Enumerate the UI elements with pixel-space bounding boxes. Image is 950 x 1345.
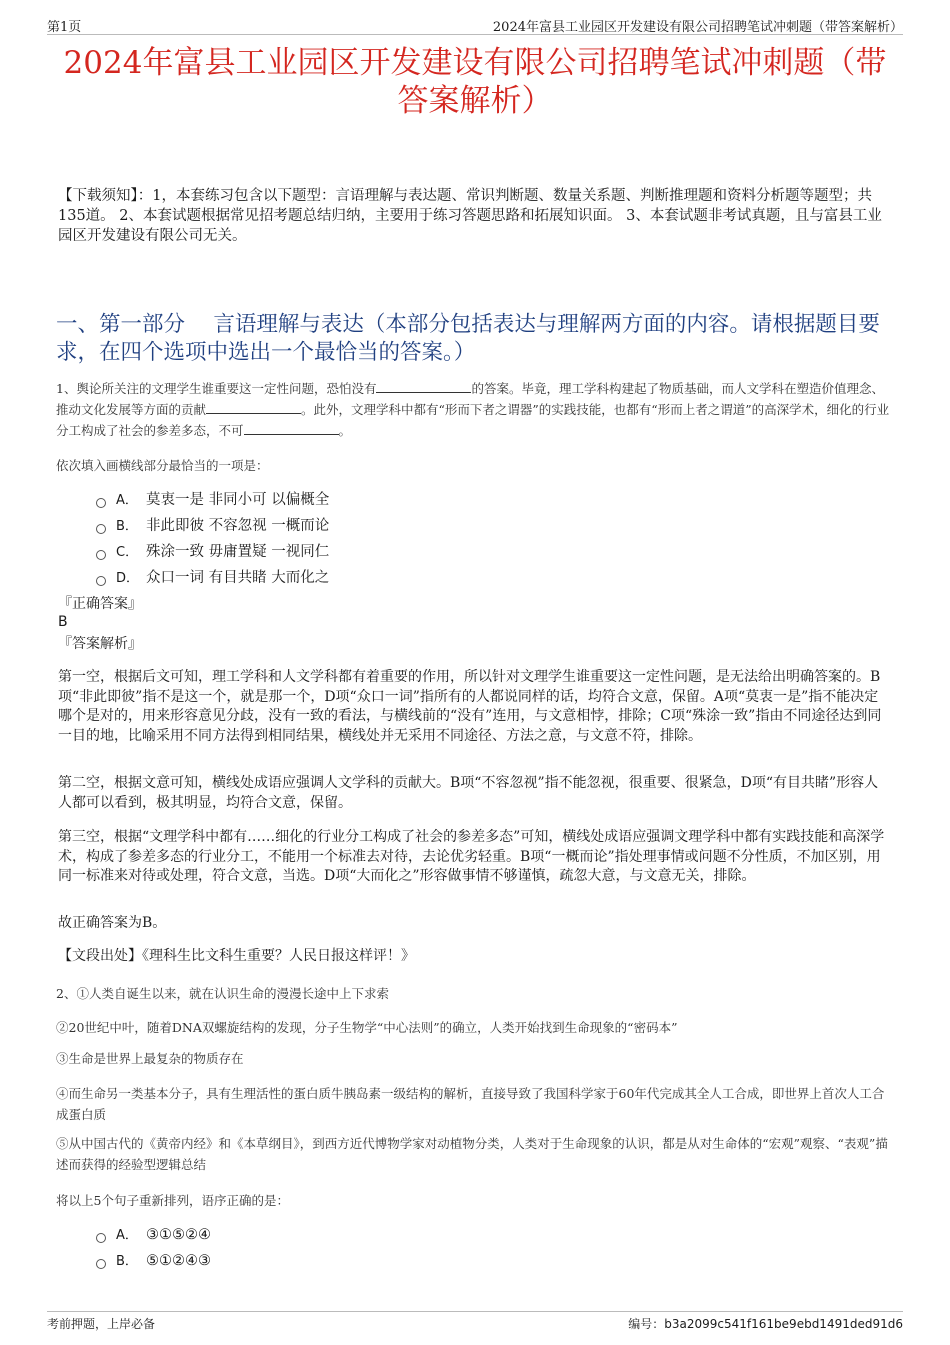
question-1-stem: 1、舆论所关注的文理学生谁重要这一定性问题，恐怕没有 的答案。毕竟，理工学科构建起了物质基础，而人文学科在塑造价值理念、推动文化发展等方面的贡献 。此外，文理学科中都有“形而下者之谓器”的实践技能，也都有“形而上者之谓道”的高深学术，细化的行业分工构成了社会的参差多态，不可 。	[56, 381, 890, 438]
q2-sentence-5: ⑤从中国古代的《黄帝内经》和《本草纲目》，到西方近代博物学家对动植物分类，人类对于生命现象的认识，都是从对生命体的“宏观”观察、“表观”描述而获得的经验型逻辑总结	[56, 1136, 888, 1172]
q1-option-d[interactable]: D． 众口一词 有目共睹 大而化之	[96, 568, 329, 589]
page-number: 第1页	[47, 20, 82, 35]
page-header	[47, 14, 903, 35]
q2-sentence-3: ③生命是世界上最复杂的物质存在	[56, 1051, 244, 1066]
analysis-conclusion: 故正确答案为B。	[58, 915, 167, 931]
q2-option-b[interactable]: B． ⑤①②④③	[96, 1251, 211, 1272]
analysis-paragraph-3: 第三空，根据“文理学科中都有……细化的行业分工构成了社会的参差多态”可知，横线处成语应强调文理学科中都有实践技能和高深学术，构成了参差多态的行业分工，不能用一个标准去对待，去论优劣轻重。B项“一概而论”指处理事情或问题不分性质，不加区别，用同一标准来对待或处理，符合文意，当选。D项“大而化之”形容做事情不够谨慎，疏忽大意，与文意无关，排除。	[58, 829, 885, 884]
q1-option-b[interactable]: B． 非此即彼 不容忽视 一概而论	[96, 516, 329, 537]
analysis-label: 『答案解析』	[58, 636, 142, 652]
source-citation: 【文段出处】《理科生比文科生重要？人民日报这样评！》	[58, 948, 415, 964]
question-1-prompt: 依次填入画横线部分最恰当的一项是：	[56, 458, 269, 473]
q2-sentence-1: 2、①人类自诞生以来，就在认识生命的漫漫长途中上下求索	[56, 986, 389, 1001]
answer-blank-1	[376, 380, 471, 393]
answer-blank-2	[206, 401, 301, 414]
radio-icon[interactable]	[96, 576, 106, 586]
correct-answer: B	[58, 614, 68, 630]
footer-slogan: 考前押题，上岸必备	[47, 1317, 156, 1331]
radio-icon[interactable]	[96, 1259, 106, 1269]
q2-option-a[interactable]: A． ③①⑤②④	[96, 1225, 211, 1246]
answer-blank-3	[244, 422, 339, 435]
radio-icon[interactable]	[96, 498, 106, 508]
analysis-paragraph-1: 第一空，根据后文可知，理工学科和人文学科都有着重要的作用，所以针对文理学生谁重要这一定性问题，是无法给出明确答案的。B项“非此即彼”指不是这一个，就是那一个，D项“众口一词”指所有的人都说同样的话，均符合文意，保留。A项“莫衷一是”指不能决定哪个是对的，用来形容意见分歧，没有一致的看法，与横线前的“没有”连用，与文意相悖，排除；C项“殊涂一致”指由不同途径达到同一目的地，比喻采用不同方法得到相同结果，横线处并无采用不同途径、方法之意，与文意不符，排除。	[58, 669, 882, 744]
download-notice: 【下载须知】：1，本套练习包含以下题型：言语理解与表达题、常识判断题、数量关系题、判断推理题和资料分析题等题型；共135道。 2、本套试题根据常见招考题总结归纳，主要用于练习答题思路和拓展知识面。 3、本套试题非考试真题，且与富县工业园区开发建设有限公司无关。	[58, 188, 882, 244]
q1-option-c[interactable]: C． 殊涂一致 毋庸置疑 一视同仁	[96, 542, 329, 563]
analysis-paragraph-2: 第二空，根据文意可知，横线处成语应强调人文学科的贡献大。B项“不容忽视”指不能忽视，很重要、很紧急，D项“有目共睹”形容人人都可以看到，极其明显，均符合文意，保留。	[58, 775, 879, 811]
question-2-prompt: 将以上5个句子重新排列，语序正确的是：	[56, 1193, 289, 1208]
section-heading: 一、第一部分 言语理解与表达（本部分包括表达与理解两方面的内容。请根据题目要求，在四个选项中选出一个最恰当的答案。）	[56, 312, 880, 365]
answer-label: 『正确答案』	[58, 596, 142, 612]
footer-code: 编号：b3a2099c541f161be9ebd1491ded91d6	[628, 1317, 903, 1331]
radio-icon[interactable]	[96, 1233, 106, 1243]
q2-sentence-4: ④而生命另一类基本分子，具有生理活性的蛋白质牛胰岛素一级结构的解析，直接导致了我国科学家于60年代完成其全人工合成，即世界上首次人工合成蛋白质	[56, 1086, 885, 1122]
page-title: 2024年富县工业园区开发建设有限公司招聘笔试冲刺题（带答案解析）	[63, 45, 887, 119]
q2-sentence-2: ②20世纪中叶，随着DNA双螺旋结构的发现，分子生物学“中心法则”的确立，人类开始找到生命现象的“密码本”	[56, 1020, 678, 1035]
page-footer	[47, 1311, 903, 1331]
radio-icon[interactable]	[96, 524, 106, 534]
header-doc-title: 2024年富县工业园区开发建设有限公司招聘笔试冲刺题（带答案解析）	[492, 20, 903, 35]
q1-option-a[interactable]: A． 莫衷一是 非同小可 以偏概全	[96, 490, 329, 511]
radio-icon[interactable]	[96, 550, 106, 560]
